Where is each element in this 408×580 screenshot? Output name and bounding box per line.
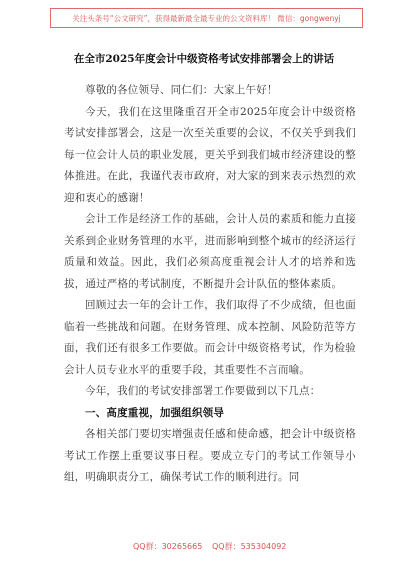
footer-qq-group-1: QQ群：30265665 bbox=[133, 542, 203, 551]
body-paragraph: 各相关部门要切实增强责任感和使命感，把会计中级资格考试工作摆上重要议事日程。要成立专门的考试工作领导小组，明确职责分工，确保考试工作的顺利进行。同 bbox=[64, 428, 356, 483]
header-banner: 关注头条号“公文研究”，获得最新最全最专业的公文资料库！ 微信：gongwenyj bbox=[50, 8, 363, 28]
body-paragraph: 回顾过去一年的会计工作，我们取得了不少成绩，但也面临着一些挑战和问题。在财务管理、成本控制、风险防范等方面，我们还有很多工作要做。而会计中级资格考试，作为检验会计人员专业水平的重要手段，其重要性不言而喻。 bbox=[64, 299, 356, 376]
greeting-paragraph: 尊敬的各位领导、同仁们：大家上午好！ bbox=[85, 84, 278, 96]
body-paragraph: 今年，我们的考试安排部署工作要做到以下几点： bbox=[85, 385, 321, 397]
body-paragraph: 会计工作是经济工作的基础，会计人员的素质和能力直接关系到企业财务管理的水平，进而影响到整个城市的经济运行质量和效益。因此，我们必须高度重视会计人才的培养和选拔，通过严格的考试制度，不断提升会计队伍的整体素质。 bbox=[64, 213, 356, 290]
document-body bbox=[64, 80, 356, 489]
section-heading: 一、高度重视，加强组织领导 bbox=[85, 406, 225, 419]
body-paragraph: 今天，我们在这里隆重召开全市2025年度会计中级资格考试安排部署会，这是一次至关重要的会议，不仅关乎到我们每一位会计人员的职业发展，更关乎到我们城市经济建设的整体推进。在此，我谨代表市政府，对大家的到来表示热烈的欢迎和衷心的感谢！ bbox=[64, 105, 356, 204]
footer-qq-group-2: QQ群：535304092 bbox=[212, 542, 287, 551]
document-title: 在全市2025年度会计中级资格考试安排部署会上的讲话 bbox=[73, 53, 335, 65]
